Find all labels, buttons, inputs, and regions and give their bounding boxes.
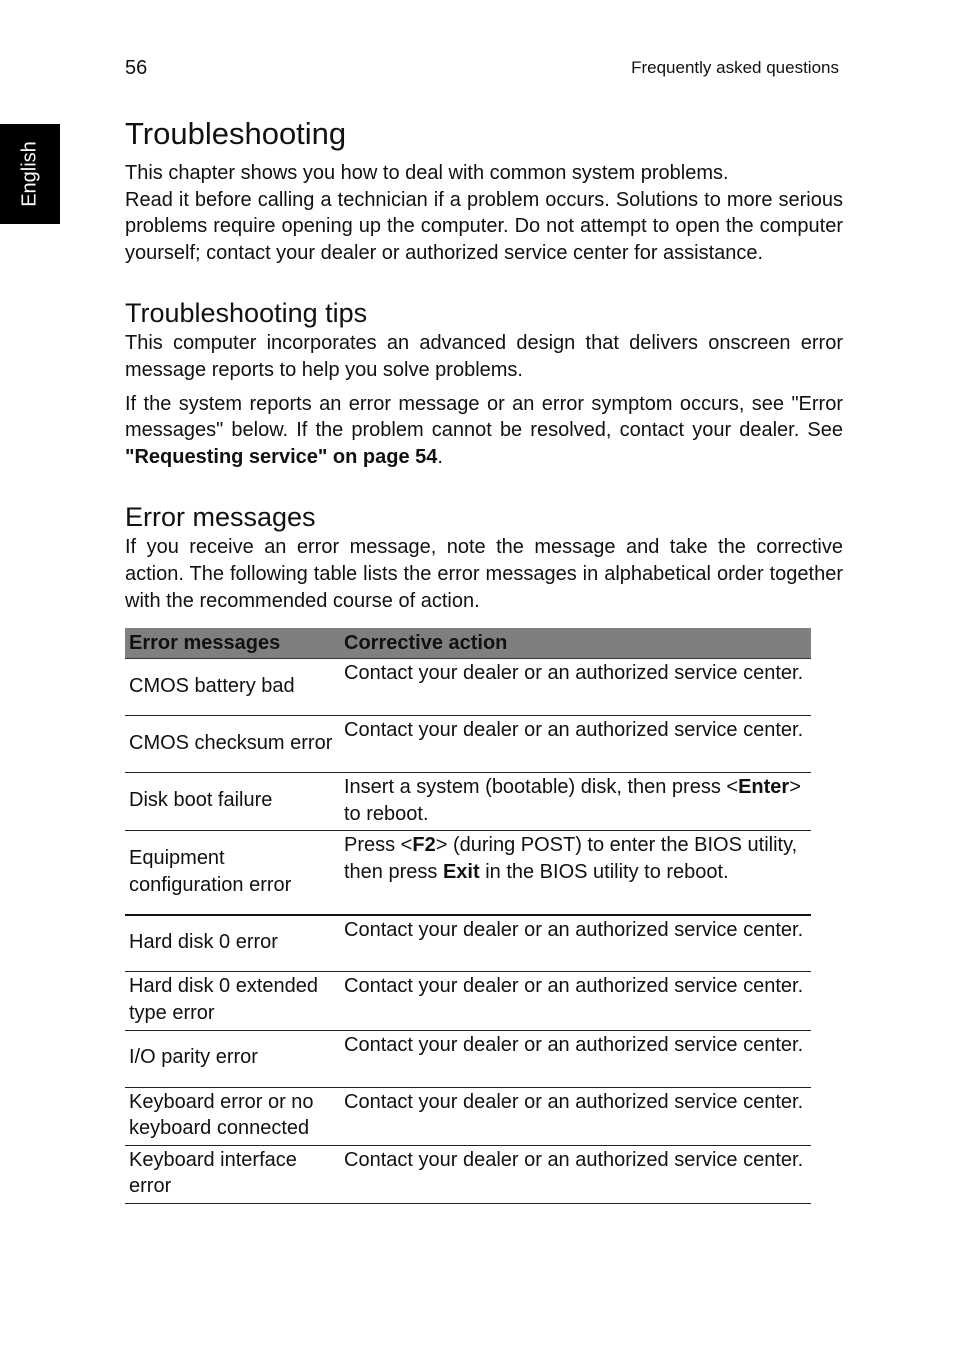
requesting-service-link[interactable]: "Requesting service" on page 54 [125,445,438,468]
column-header-action: Corrective action [340,628,811,659]
action-text: > (during POST) to enter the BIOS utility, then press [344,834,798,883]
error-cell: Keyboard error or no keyboard connected [125,1087,340,1145]
action-text: Insert a system (bootable) disk, then press < [344,776,739,799]
action-text: > to reboot. [344,776,801,825]
action-text: in the BIOS utility to reboot. [479,860,729,883]
table-row [125,972,811,1030]
language-tab-label: English [18,141,41,207]
f2-key: F2 [412,834,436,857]
tips-paragraph-2 [125,391,843,471]
error-messages-table [125,628,811,1204]
error-messages-intro: If you receive an error message, note the message and take the corrective action. The following table lists the error messages in alphabetical order together with the recommended course of action. [125,536,843,612]
table-row [125,1030,811,1087]
enter-key: Enter [738,776,790,799]
action-cell: Contact your dealer or an authorized service center. [340,659,811,716]
error-cell: Disk boot failure [125,773,340,831]
action-cell: Contact your dealer or an authorized service center. [340,1145,811,1203]
language-tab [0,124,60,224]
tips-paragraph-2-end: . [437,445,443,468]
error-cell: I/O parity error [125,1030,340,1087]
table-row [125,915,811,972]
tips-paragraph-1: This computer incorporates an advanced design that delivers onscreen error message reports to help you solve problems. [125,332,843,381]
table-row [125,831,811,915]
error-cell: Hard disk 0 error [125,915,340,972]
action-cell [340,831,811,915]
table-row [125,659,811,716]
page-content [125,112,843,1204]
action-cell: Contact your dealer or an authorized service center. [340,1087,811,1145]
tips-paragraph-2-text: If the system reports an error message or an error symptom occurs, see "Error messages" below. If the problem cannot be resolved, contact your dealer. See [125,392,843,442]
table-row [125,1087,811,1145]
action-cell: Contact your dealer or an authorized service center. [340,1030,811,1087]
intro-paragraph-1: This chapter shows you how to deal with common system problems. [125,162,729,184]
action-cell: Contact your dealer or an authorized service center. [340,716,811,773]
error-cell: Keyboard interface error [125,1145,340,1203]
error-cell: Equipment configuration error [125,831,340,915]
intro-paragraph-2: Read it before calling a technician if a problem occurs. Solutions to more serious problems require opening up the computer. Do not attempt to open the computer yourself; contact your dealer or authorized service center for assistance. [125,188,843,264]
action-cell [340,773,811,831]
section-title: Troubleshooting [125,116,347,151]
error-cell: CMOS checksum error [125,716,340,773]
error-cell: CMOS battery bad [125,659,340,716]
table-row [125,1145,811,1203]
action-text: Press < [344,834,413,857]
running-header: Frequently asked questions [631,58,839,77]
page-number: 56 [125,57,148,79]
error-messages-heading: Error messages [125,502,316,533]
error-cell: Hard disk 0 extended type error [125,972,340,1030]
table-row [125,773,811,831]
tips-heading: Troubleshooting tips [125,298,368,329]
table-row [125,716,811,773]
action-cell: Contact your dealer or an authorized service center. [340,915,811,972]
column-header-error: Error messages [125,628,340,659]
table-header-row [125,628,811,659]
exit-key: Exit [442,860,480,883]
action-cell: Contact your dealer or an authorized service center. [340,972,811,1030]
